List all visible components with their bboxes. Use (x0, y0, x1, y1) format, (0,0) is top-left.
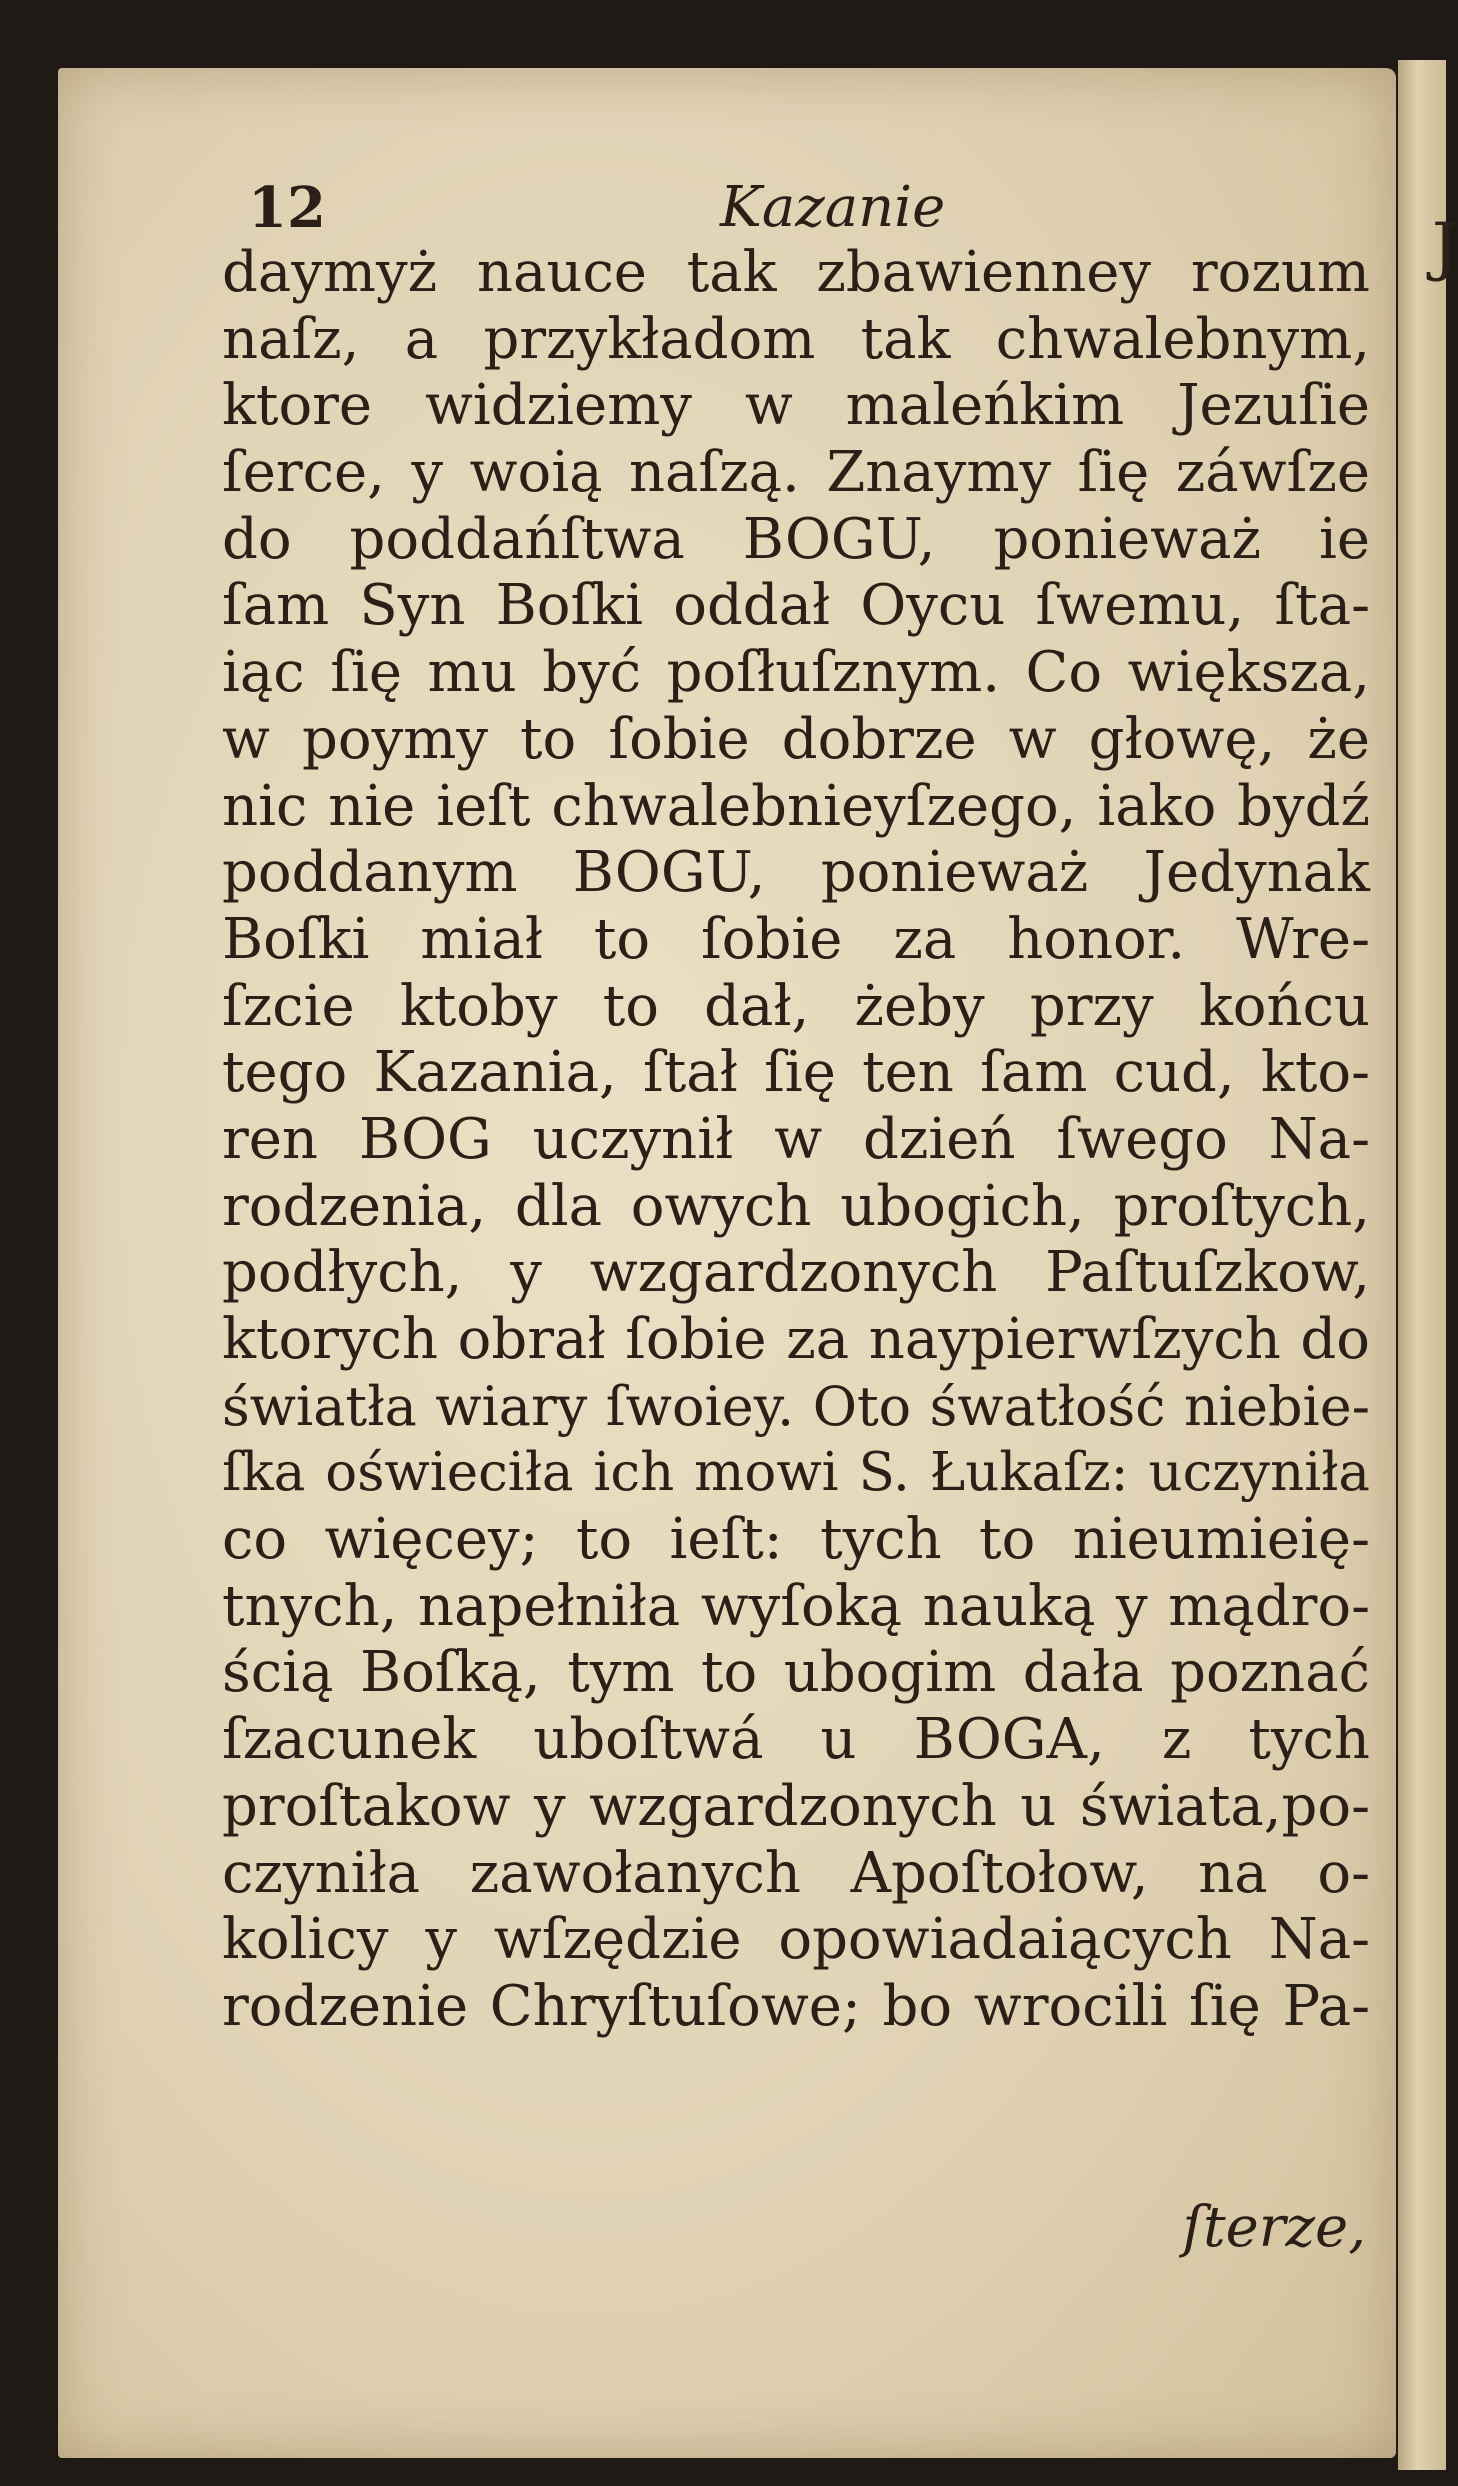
text-line: ſka oświeciła ich mowi S. Łukaſz: uczyniła (222, 1442, 1370, 1504)
text-line: nic nie ieſt chwalebnieyſzego, iako bydź (222, 773, 1370, 839)
page-header (0, 175, 1446, 245)
text-line: ſzacunek uboſtwá u BOGA, z tych (222, 1707, 1370, 1773)
text-line: tego Kazania, ſtał ſię ten ſam cud, kto- (222, 1040, 1370, 1106)
text-line: kolicy y wſzędzie opowiadaiących Na- (222, 1907, 1370, 1973)
text-line: światła wiary ſwoiey. Oto śwatłość niebie- (222, 1374, 1370, 1438)
text-line: ktorych obrał ſobie za naypierwſzych do (222, 1307, 1370, 1372)
text-line: podłych, y wzgardzonych Paſtuſzkow, (222, 1240, 1370, 1306)
catchword: ſterze, (1182, 2195, 1366, 2260)
text-line: Boſki miał to ſobie za honor. Wre- (222, 906, 1370, 972)
text-line: ktore widziemy w maleńkim Jezuſie (222, 373, 1370, 439)
text-line: poddanym BOGU, ponieważ Jedynak (222, 840, 1370, 906)
text-line: ſam Syn Boſki oddał Oycu ſwemu, ſta- (222, 573, 1370, 639)
text-line: iąc ſię mu być poſłuſznym. Co większa, (222, 640, 1370, 706)
text-line: ſzcie ktoby to dał, żeby przy końcu (222, 973, 1370, 1039)
body-text (222, 240, 1370, 2041)
text-line: w poymy to ſobie dobrze w głowę, że (222, 706, 1370, 772)
text-line: ren BOG uczynił w dzień ſwego Na- (222, 1106, 1370, 1172)
text-line: proſtakow y wzgardzonych u świata,po- (222, 1773, 1370, 1839)
text-line: tnych, napełniła wyſoką nauką y mądro- (222, 1573, 1370, 1639)
text-line: ścią Boſką, tym to ubogim dała poznać (222, 1640, 1370, 1706)
page-number: 12 (248, 175, 326, 241)
text-line: co więcey; to ieſt: tych to nieumieię- (222, 1507, 1370, 1573)
text-line: daymyż nauce tak zbawienney rozum (222, 240, 1370, 305)
text-line: do poddańſtwa BOGU, ponieważ ie (222, 506, 1370, 572)
text-line: ſerce, y woią naſzą. Znaymy ſię záwſze (222, 440, 1370, 506)
text-line: rodzenie Chryſtuſowe; bo wrocili ſię Pa- (222, 1973, 1370, 2039)
facing-page-edge (1398, 60, 1446, 2470)
text-line: czyniła zawołanych Apoſtołow, na o- (222, 1840, 1370, 1906)
text-line: rodzenia, dla owych ubogich, proſtych, (222, 1173, 1370, 1239)
running-head: Kazanie (720, 175, 946, 240)
facing-page-letter: J (1432, 210, 1458, 284)
text-line: naſz, a przykładom tak chwalebnym, (222, 306, 1370, 372)
